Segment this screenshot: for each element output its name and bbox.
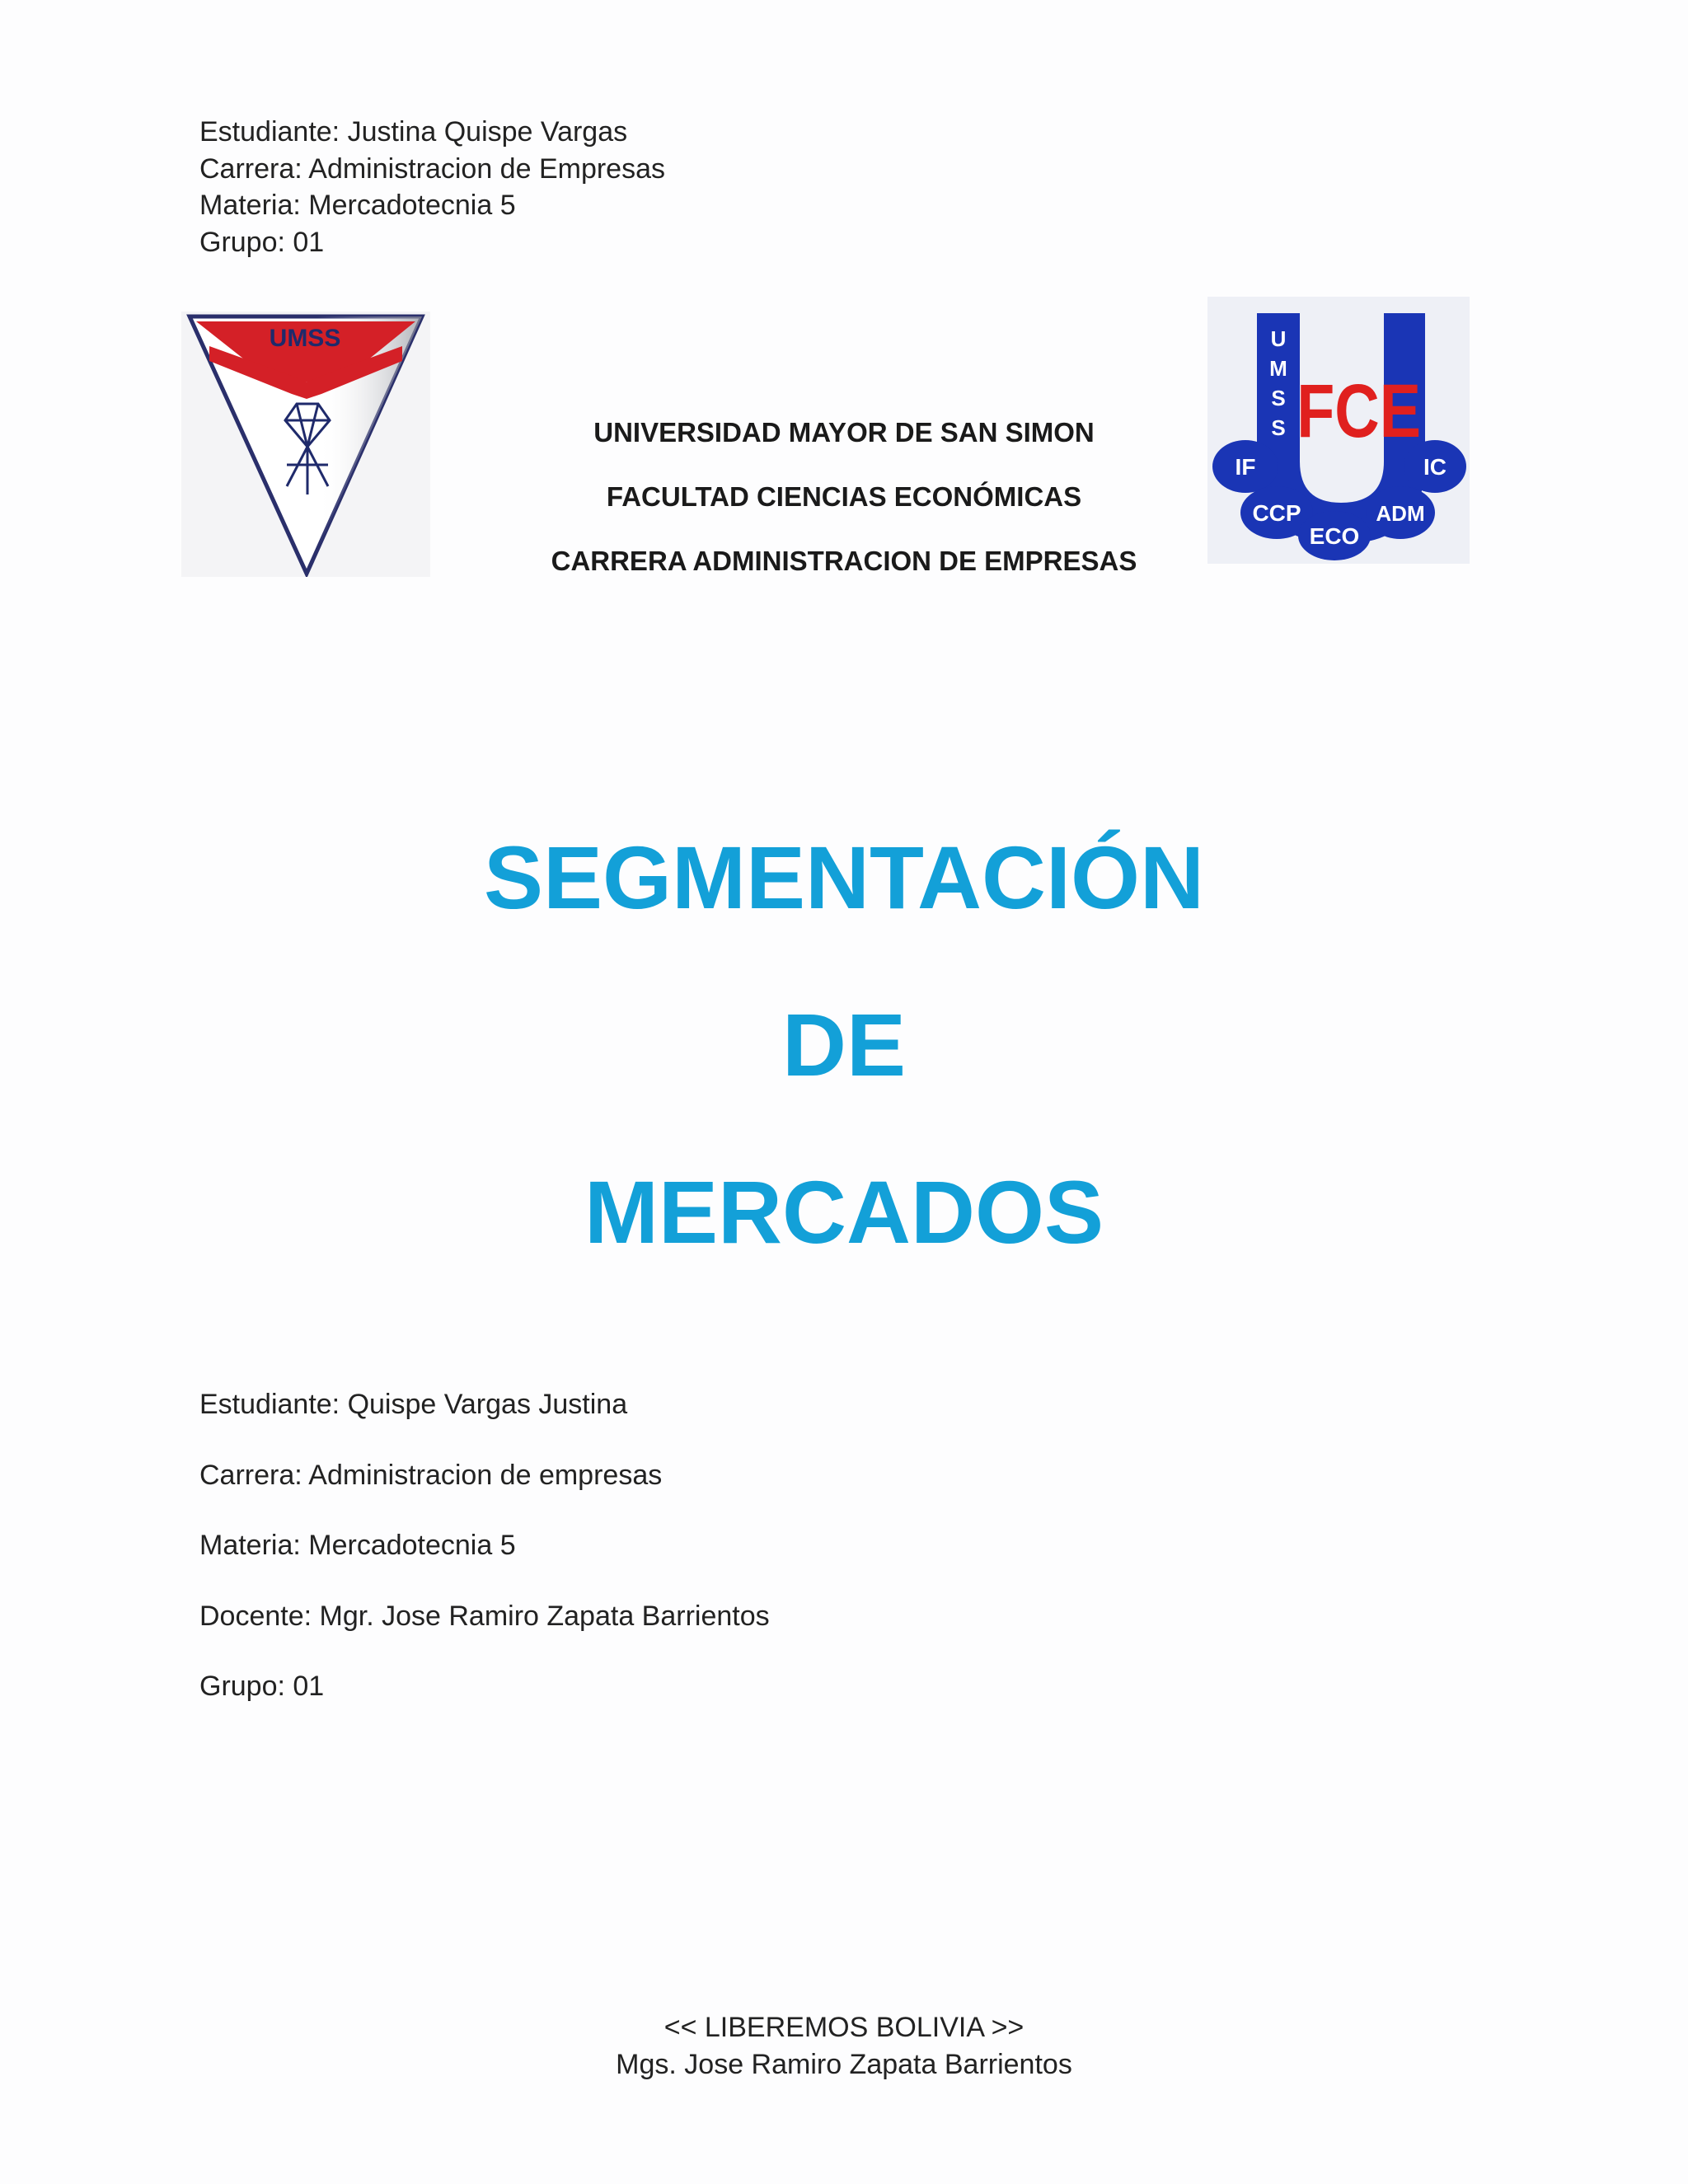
document-title xyxy=(349,816,1339,1318)
footer xyxy=(514,2009,1174,2083)
footer-author: Mgs. Jose Ramiro Zapata Barrientos xyxy=(616,2049,1072,2080)
header-group: Grupo: 01 xyxy=(199,226,325,258)
fce-badge-if: IF xyxy=(1235,454,1256,480)
university-header xyxy=(514,414,1174,607)
student-info-block xyxy=(199,1386,770,1739)
title-line-3: MERCADOS xyxy=(584,1162,1104,1262)
info-subject: Materia: Mercadotecnia 5 xyxy=(199,1530,516,1561)
university-name: UNIVERSIDAD MAYOR DE SAN SIMON xyxy=(593,417,1095,448)
fce-text: FCE xyxy=(1296,368,1422,453)
fce-badge-adm: ADM xyxy=(1376,501,1425,526)
faculty-name: FACULTAD CIENCIAS ECONÓMICAS xyxy=(606,481,1082,512)
header-subject: Materia: Mercadotecnia 5 xyxy=(199,190,516,221)
info-group: Grupo: 01 xyxy=(199,1671,325,1702)
umss-logo xyxy=(181,312,430,577)
title-line-1: SEGMENTACIÓN xyxy=(483,827,1205,927)
info-career: Carrera: Administracion de empresas xyxy=(199,1459,663,1491)
umss-logo-text: UMSS xyxy=(269,325,341,352)
fce-letter-m: M xyxy=(1269,356,1287,381)
fce-letter-s1: S xyxy=(1271,386,1286,410)
fce-logo xyxy=(1207,297,1470,564)
career-name: CARRERA ADMINISTRACION DE EMPRESAS xyxy=(551,546,1137,576)
fce-letter-u: U xyxy=(1270,326,1287,351)
umss-emblem-icon xyxy=(181,312,430,577)
header-student: Estudiante: Justina Quispe Vargas xyxy=(199,116,628,148)
fce-badge-ccp: CCP xyxy=(1252,500,1301,526)
info-teacher: Docente: Mgr. Jose Ramiro Zapata Barrientos xyxy=(199,1600,770,1632)
header-info-block xyxy=(199,114,665,260)
title-line-2: DE xyxy=(781,995,907,1094)
footer-motto: << LIBEREMOS BOLIVIA >> xyxy=(663,2012,1025,2043)
header-career: Carrera: Administracion de Empresas xyxy=(199,152,666,185)
fce-badge-eco: ECO xyxy=(1309,523,1360,549)
fce-badge-ic: IC xyxy=(1423,454,1447,480)
fce-letter-s2: S xyxy=(1271,415,1286,440)
info-student: Estudiante: Quispe Vargas Justina xyxy=(199,1389,628,1420)
fce-emblem-icon xyxy=(1207,297,1470,564)
